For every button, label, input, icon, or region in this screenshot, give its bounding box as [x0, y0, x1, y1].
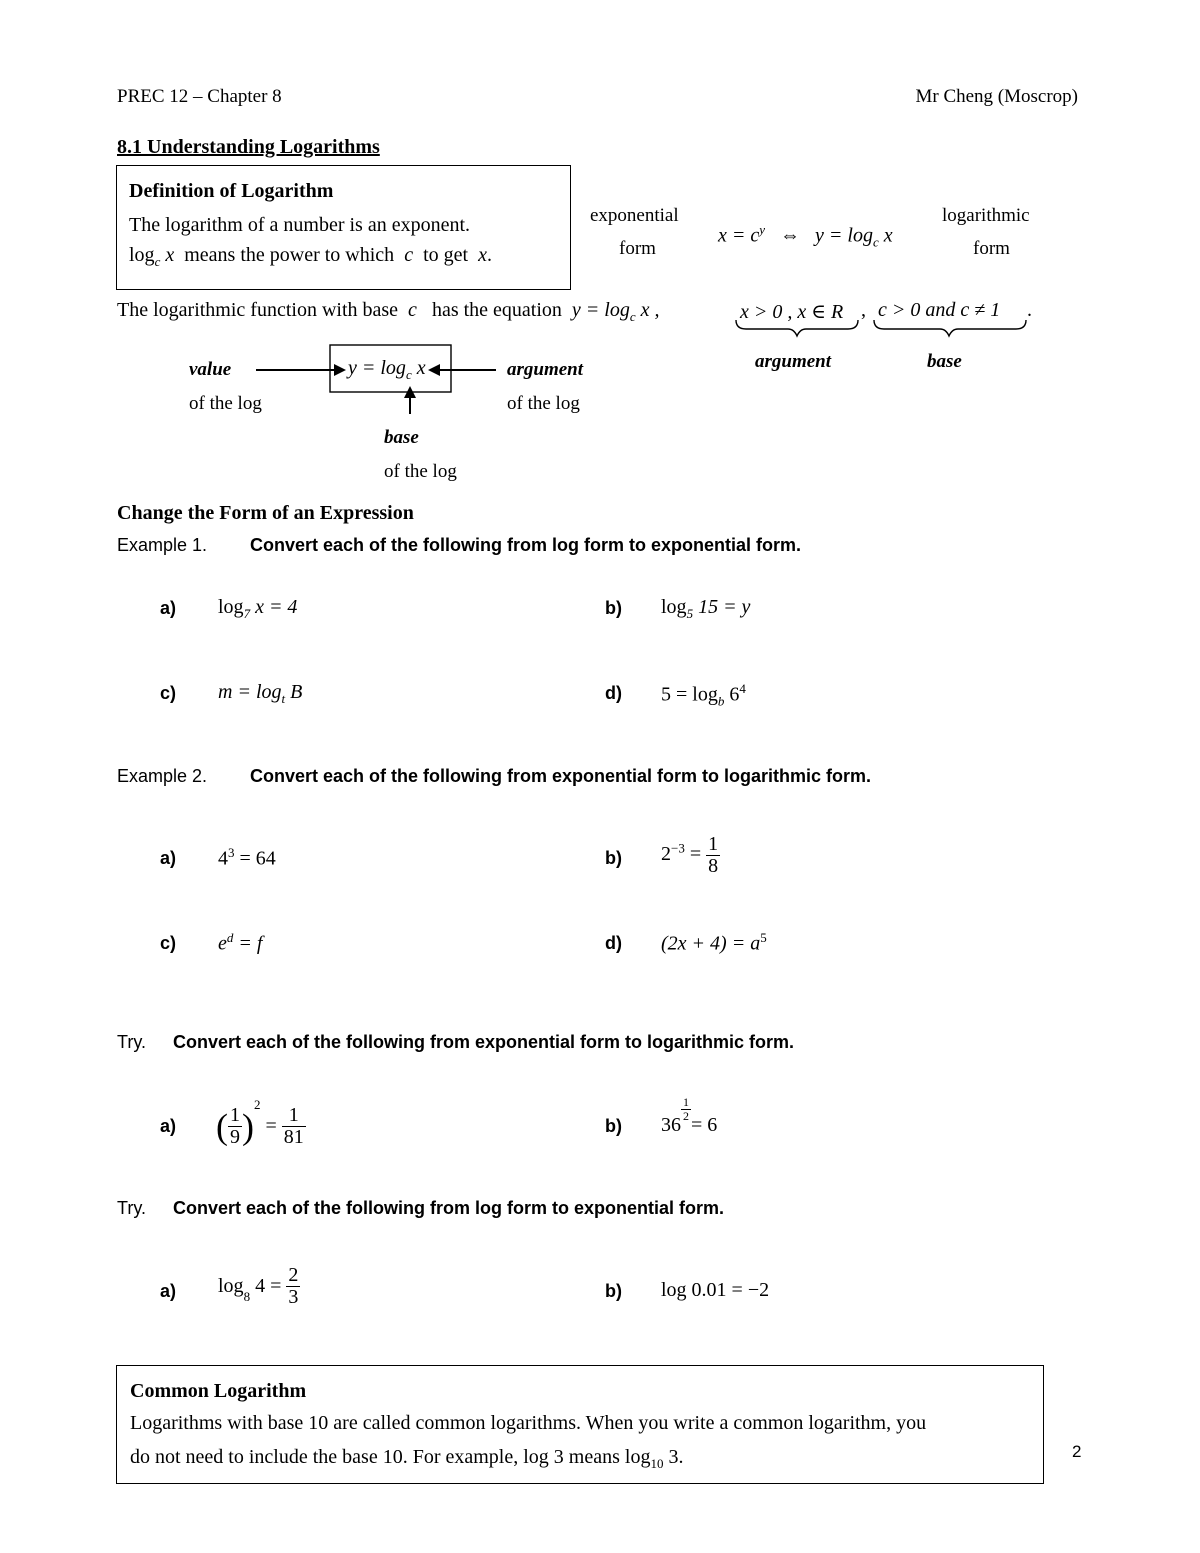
ex2-a-letter: a): [160, 848, 177, 868]
ex2-b-base: 2: [661, 843, 671, 866]
try1-label: Try.: [117, 1032, 146, 1052]
argument-sub: of the log: [507, 393, 580, 414]
argument-label: argument: [507, 359, 584, 380]
ex2-c-expr: [218, 930, 262, 956]
ex1-c-expr: [218, 681, 302, 707]
log-base: c: [154, 254, 161, 269]
try2-label: Try.: [117, 1198, 146, 1218]
exp-form-label2: form: [619, 238, 656, 259]
try1-a-rparen: ): [242, 1106, 254, 1147]
common-log-line2-post: 3.: [663, 1446, 684, 1468]
try1-a-lparen: (: [216, 1106, 228, 1147]
try2-a-fraction: [286, 1265, 300, 1308]
ex1-a-expr: [218, 596, 297, 622]
definition-end: .: [486, 244, 492, 266]
log-equation-base: c: [872, 234, 879, 250]
value-arrowhead: [334, 364, 346, 376]
try2-a-letter: a): [160, 1281, 177, 1301]
try1-a-letter: a): [160, 1116, 177, 1136]
center-equation: [348, 357, 426, 383]
try1-b-letter: b): [605, 1116, 622, 1136]
example2-label: Example 2.: [117, 766, 208, 786]
try2-a-sub: 8: [243, 1289, 251, 1305]
ex2-a-expr: [218, 845, 276, 871]
center-eq-arg: x: [416, 357, 426, 379]
base-sub: of the log: [384, 461, 457, 482]
ex2-b-den: 8: [708, 855, 719, 877]
try2-a-pre: log: [218, 1275, 244, 1297]
log-arg: x: [165, 244, 175, 266]
condition-period: .: [1027, 299, 1032, 321]
ex2-a-post: = 64: [234, 847, 276, 870]
try1-a-inner-num: 1: [230, 1103, 240, 1126]
value-sub: of the log: [189, 393, 262, 414]
function-eq-base: c: [629, 309, 636, 324]
log-text: log: [129, 244, 155, 266]
ex2-c-base: e: [218, 932, 227, 955]
ex1-d-post: 6: [724, 683, 740, 706]
brace-label-argument: argument: [755, 351, 832, 372]
ex2-b-sup: −3: [671, 840, 685, 856]
ex1-a-post: x = 4: [250, 596, 298, 618]
exp-sup: y: [759, 222, 766, 237]
ex1-d-letter: d): [605, 683, 622, 703]
try1-a-den: 81: [283, 1125, 304, 1148]
base-label: base: [384, 427, 419, 448]
ex2-b-letter: b): [605, 848, 622, 868]
common-log-line1: Logarithms with base 10 are called common logarithms. When you write a common logarithm, you: [130, 1412, 927, 1434]
exp-equation: x = c: [718, 224, 760, 247]
ex2-d-expr: [661, 930, 767, 956]
try1-a-eq: =: [260, 1114, 282, 1137]
try2-a-expr: [218, 1265, 300, 1308]
ex2-b-num: 1: [708, 833, 719, 855]
section-title: 8.1 Understanding Logarithms: [117, 136, 380, 158]
ex1-d-sub: b: [717, 693, 725, 709]
definition-title: Definition of Logarithm: [129, 180, 334, 202]
function-text: The logarithmic function with base: [117, 299, 399, 321]
ex1-b-pre: log: [661, 596, 687, 618]
page-number: 2: [1072, 1442, 1082, 1461]
function-eq-arg: x ,: [640, 299, 660, 321]
definition-c: c: [404, 244, 414, 266]
try1-a-num: 1: [282, 1105, 306, 1127]
change-form-title: Change the Form of an Expression: [117, 502, 414, 524]
try1-b-sup-den: 2: [683, 1108, 689, 1123]
common-log-box: [116, 1365, 1044, 1484]
value-label: value: [189, 359, 232, 380]
ex1-b-expr: [661, 596, 750, 622]
log-form-label2: form: [973, 238, 1010, 259]
ex2-a-sup: 3: [228, 845, 235, 860]
equivalence-symbol: ⇔: [780, 224, 801, 247]
definition-x: x: [478, 244, 487, 266]
log-form-label1: logarithmic: [942, 205, 1030, 226]
try1-a-fraction: [282, 1105, 306, 1148]
example2-instruction: Convert each of the following from exponential form to logarithmic form.: [250, 766, 872, 786]
ex2-b-fraction: [706, 834, 720, 877]
center-eq-base: c: [405, 367, 412, 382]
try2-b-expr: log 0.01 = −2: [661, 1279, 770, 1301]
try1-b-base: 36: [661, 1114, 681, 1136]
definition-post: to get: [423, 244, 469, 266]
exp-form-label1: exponential: [590, 205, 679, 226]
try2-instruction: Convert each of the following from log form to exponential form.: [173, 1198, 725, 1218]
log-equation: y = log: [815, 224, 873, 247]
ex2-a-base: 4: [218, 847, 228, 870]
try2-a-num: 2: [288, 1264, 299, 1286]
ex2-b-eq: =: [684, 843, 707, 866]
ex1-c-pre: m = log: [218, 681, 282, 703]
brace-label-base: base: [927, 351, 962, 372]
function-c: c: [408, 299, 417, 321]
try2-a-den: 3: [288, 1286, 299, 1308]
ex1-c-sub: t: [281, 691, 286, 706]
ex1-d-expr: [661, 681, 746, 710]
base-condition: c > 0 and c ≠ 1: [878, 299, 1001, 321]
ex2-c-letter: c): [160, 933, 177, 953]
common-log-line2: [130, 1446, 683, 1472]
try1-a-inner-fraction: [228, 1105, 242, 1148]
try1-a-inner-den: 9: [230, 1125, 240, 1148]
try2-b-letter: b): [605, 1281, 622, 1301]
ex2-c-post: = f: [233, 932, 263, 955]
ex1-c-post: B: [285, 681, 303, 703]
common-log-line2-pre: do not need to include the base 10. For example, log 3 means log: [130, 1446, 651, 1468]
definition-mid: means the power to which: [184, 244, 395, 266]
definition-line1: The logarithm of a number is an exponent.: [129, 214, 471, 236]
try1-b-expr: [661, 1096, 717, 1137]
common-log-line2-sub: 10: [650, 1456, 664, 1471]
try2-a-mid: 4 =: [250, 1275, 287, 1297]
try1-b-sup-num: 1: [683, 1095, 689, 1109]
header-left: PREC 12 – Chapter 8: [117, 86, 282, 107]
ex1-b-letter: b): [605, 598, 622, 618]
ex2-d-sup: 5: [760, 930, 767, 945]
try1-instruction: Convert each of the following from exponential form to logarithmic form.: [173, 1032, 795, 1052]
argument-condition: x > 0 , x ∈ R: [740, 301, 844, 323]
ex2-d-letter: d): [605, 933, 622, 953]
try1-a-sup: 2: [254, 1097, 261, 1112]
center-eq-text: y = log: [348, 357, 406, 379]
try1-a-expr: [216, 1097, 306, 1148]
function-eq: y = log: [571, 299, 630, 321]
header-right: Mr Cheng (Moscrop): [915, 86, 1078, 107]
ex1-a-letter: a): [160, 598, 177, 618]
ex2-b-expr: [661, 834, 720, 877]
condition-comma: ,: [861, 299, 866, 321]
argument-arrowhead: [428, 364, 440, 376]
ex1-b-sub: 5: [686, 606, 694, 621]
ex1-a-pre: log: [218, 596, 244, 618]
try1-b-post: = 6: [691, 1114, 718, 1136]
ex2-d-pre: (2x + 4) = a: [661, 932, 761, 955]
log-equation-arg: x: [883, 224, 893, 247]
argument-brace: [736, 320, 858, 336]
ex1-c-letter: c): [160, 683, 177, 703]
example1-label: Example 1.: [117, 535, 208, 555]
try1-b-exponent: [681, 1096, 691, 1122]
base-brace: [874, 320, 1026, 336]
ex2-c-sup: d: [226, 930, 234, 945]
ex1-d-sup: 4: [739, 681, 746, 696]
ex1-d-pre: 5 = log: [661, 683, 718, 706]
common-log-title: Common Logarithm: [130, 1380, 307, 1402]
example1-instruction: Convert each of the following from log form to exponential form.: [250, 535, 802, 555]
ex1-b-post: 15 = y: [693, 596, 751, 618]
ex1-a-sub: 7: [243, 606, 251, 621]
function-text2: has the equation: [431, 299, 562, 321]
